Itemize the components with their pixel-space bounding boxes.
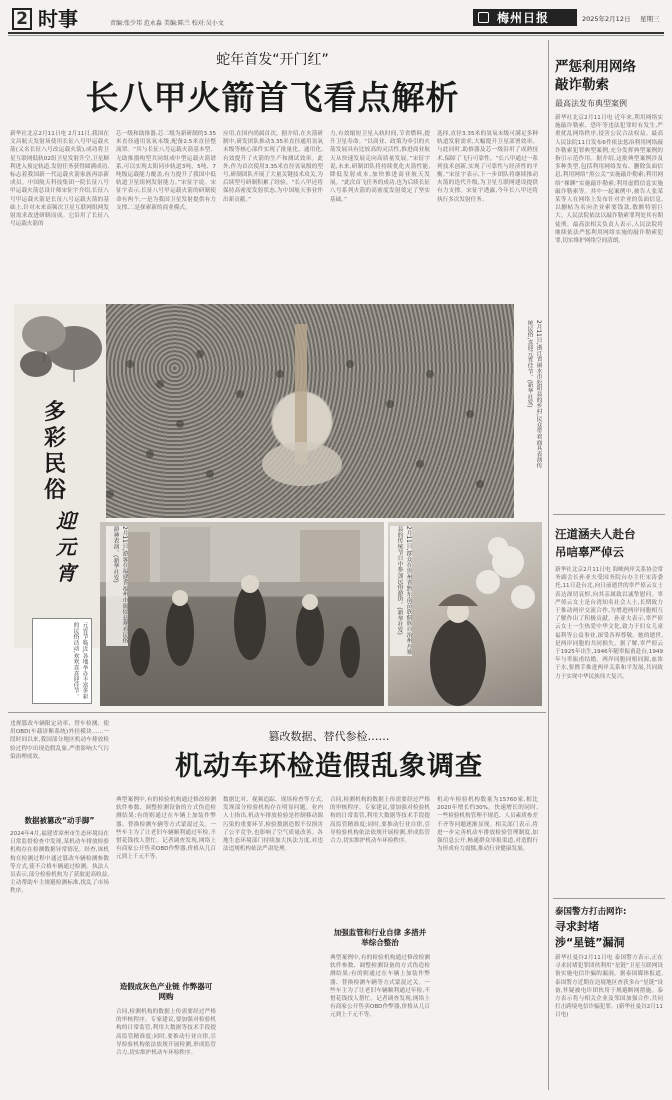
inspection-subhead-2: 造假成灰色产业链 作弊器可网购 [119,982,213,1001]
inspection-col-4: 合同,检测机构的数据上传需要经过严格的审核程序。专家建议,要加强对检验机构的日常监管,利用大数据等技术手段提高监管精准度;同时,要推动行业自律,引导检验机构依法依规开展检测,形成监管合力,切实维护机动车环检秩序。 [330,797,430,845]
parade-figures [100,522,384,706]
folk-caption-1: 2月11日,浙江省丽水市松阳县的乡村,民众带着面具表演传统民俗,喜迎元宵佳节。(新华社发) [526,320,541,469]
inspection-subhead-3: 加强监管和行业自律 多措并举综合整治 [333,928,427,947]
inspection-article [0,714,545,1098]
obituary-headline-line2: 吊唁辜严倬云 [555,545,624,559]
obituary-article [553,516,665,896]
fraud-kicker: 泰国警方打击网诈: [555,907,627,917]
folk-title-char-3: 民 [44,452,67,477]
inspection-col-3: 数据比对、视频追踪、现场检查等方式,发现部分检验机构存在明显问题。业内人士指出,机动车排放检验是控制移动源污染的重要环节,检验数据造假不仅损害了公平竞争,也影响了空气质量改善。各地生态环境部门持续加大执法力度,对违法违规机构依法严肃处理。 [223,797,323,853]
paper-logo-mark [478,12,489,23]
rocket-col-2: 芯一级和助推器,芯二级为新研制的3.35米直径通用氢氧末级,配备2.5米直径整流罩。“其与长征八号运载火箭基本型、无助推器构型共同组成中型运载火箭谱系,可以实现太阳同步轨道3吨、5吨、7吨级运载能力覆盖,有力提升了我国中低轨道卫星组网发射能力。”宋征宇说。宋征宇表示,长征八号甲运载火箭的研制使命有两个,一是为我国卫星发射提供有力支撑,二是探索新的商业模式。 [116,131,216,211]
section-name: 时事 [38,7,78,31]
obituary-headline-line1: 汪道涵夫人赴台 [555,527,636,541]
crime-body: 新华社北京2月11日电 近年来,利用网络实施敲诈勒索、恐吓等违法犯罪时有发生,严重扰乱网络秩序,侵害公民合法权益。最高人民法院11日发布6件依法惩治利用网络敲诈勒索犯罪典型案例,充分发挥典型案例的指引示范作用。据介绍,这批典型案例涉及多种类型,包括利用网络发布、删除负面信息,利用网络“黑公关”实施敲诈勒索;利用网络“裸聊”实施敲诈勒索;利用虚假信息实施敲诈勒索等。其中一起案例中,被告人张某某等人在网络上发布针对企业的负面信息,以删帖为名向企业索要钱款,数额特别巨大。人民法院依法以敲诈勒索罪判处其有期徒刑。最高法相关负责人表示,人民法院将继续依法严惩利用网络实施的敲诈勒索犯罪,切实维护网络空间清朗。 [555,115,663,245]
fraud-headline-line2: 涉“星链”漏洞 [555,936,625,949]
rocket-col-4: 力,有效缩短卫星入轨时间,节省燃料,提升卫星寿命。“以商业、政策为牵引的火箭发展具有比较高的灵活性,推进商业航天从快速发展走向高质量发展。”宋征宇说,未来,研制团队将持续优化火箭性能,降低发射成本,加快推进商业航天发展。“此次首飞任务的成功,也为后续长征八号系列火箭的高密度发射奠定了坚实基础。” [330,131,430,203]
inspection-col-1: 2024年4月,福建省漳州市生态环境局在日常监督检查中发现,某机动车排放检验机构存在检测数据异常情况。经查,该机构在检测过程中通过篡改车辆检测参数等方式,使不合格车辆通过检测。执法人员表示,部分检验机构为了获取更高收益,主动帮助车主规避检测标准,扰乱了市场秩序。 [10,831,109,895]
fraud-headline-line1: 寻求封堵 [555,920,599,933]
fraud-body: 新华社曼谷2月11日电 泰国警方表示,正在寻求封堵犯罪团伙利用“星链”卫星互联网设备实施电信诈骗的漏洞。据泰国媒体报道,泰国警方近期在边境地区查获多台“星链”设备,怀疑被电诈团伙用于规避断网措施。泰方表示将与相关企业及邻国加强合作,共同打击跨境电信诈骗犯罪。(新华社曼谷2月11日电) [555,955,663,1019]
fraud-article [553,900,665,1096]
rocket-col-3: 应用,在国内尚属首次。据介绍,在火箭研制中,研发团队推动3.35米直径通用氢氧末级等核心部件实现了批量化、通用化,有效提升了火箭的生产和测试效率。此外,作为首次使用3.35米直径氢氧级的型号,研制团队开展了大量关键技术攻关,为后续型号研制积累了经验。“长八甲还将保持高密度发射状态,为中国航天事业作出新贡献。” [223,131,323,203]
crime-subheadline: 最高法发布典型案例 [555,99,627,108]
obituary-body: 新华社北京2月11日电 海峡两岸关系协会常务副会长孙亚夫受国务院台办主任宋涛委托,11日赴台北,向日前逝世的辜严倬云女士表达深切哀悼,向其亲属致以诚挚慰问。辜严倬云女士是台湾知名社会人士,长期致力于推动两岸交流合作,为增进两岸同胞相互了解作出了积极贡献。孙亚夫表示,辜严倬云女士一生热爱中华文化,致力于妇女儿童福利等公益事业,深受各界尊敬。她的逝世,是两岸同胞的共同损失。据了解,辜严倬云于1925年出生,1946年随辜振甫赴台,1949年与辜振甫结婚。两岸同胞同根同源,血浓于水,要携手推进两岸关系和平发展,共同致力于实现中华民族伟大复兴。 [555,567,663,680]
inspection-col-5: 机动车检验机构数量为15760家,相比2020年增长约30%。快速增长的同时,一些检验机构管理不规范、人员素质参差不齐等问题逐渐显现。相关部门表示,将进一步完善机动车排放检验管理制度,加强信息公开,畅通群众举报渠道,对造假行为形成有力震慑,推动行业健康发展。 [437,797,538,853]
rocket-col-1: 新华社北京2月11日电 2月11日,我国在文昌航天发射场使用长征八号甲运载火箭(又名长征八号改运载火箭),成功将卫星互联网低轨02组卫星发射升空,卫星顺利进入预定轨道,发射任务获得圆满成功,标志着我国新一代运载火箭家族再添新成员。中国航天科技集团一院长征八号甲运载火箭总设计师宋征宇介绍,长征八号甲运载火箭是长征八号运载火箭的基础上,针对未来高频次卫星互联网组网发射需求改进研制而成。它沿用了长征八号运载火箭的 [10,131,109,228]
page-number-box [12,8,32,30]
staff-credits: 责编:张少邦 范永淼 美编:陈兰 校对:吴小文 [110,20,224,27]
lantern-icon [14,304,106,384]
folk-title-char-4: 俗 [44,478,67,503]
crime-article [553,40,665,510]
column-divider-right [548,40,549,1090]
folk-photo-parade [100,522,384,706]
crime-headline-line1: 严惩利用网络 [555,59,636,75]
rocket-kicker: 蛇年首发“开门红” [216,52,329,68]
rocket-headline: 长八甲火箭首飞看点解析 [85,78,460,117]
inspection-col-4b: 典型案例中,有的检验机构通过修改检测软件参数、调整检测设备的方式伪造检测结果;有的则通过在车辆上加装作弊器、替换检测车辆等方式蒙混过关。一些车主为了让老旧车辆顺利通过年检,不惜花钱找人帮忙。记者调查发现,网络上有商家公开售卖OBD作弊器,价格从几百元到上千元不等。 [330,955,430,1019]
page-number: 2 [16,8,28,29]
folk-title-panel [14,304,106,648]
masthead-rule [8,32,664,34]
rocket-article [0,40,545,298]
paper-logo [473,9,577,26]
folk-caption-3: 2月11日,群众在贵州省黔东南苗族侗族自治州丹寨县的传统节日中参加民俗游街。(新华社发) [390,526,412,656]
inspection-subhead-1: 数据被篡改“动手脚” [24,816,95,825]
crowd-figures [90,304,514,518]
folk-title-char-2: 彩 [44,426,67,451]
folk-title-char-1: 多 [44,400,67,425]
folk-photo-crowd [90,304,514,518]
inspection-kicker: 篡改数据、替代参检…… [268,730,390,743]
folk-photo-section [10,300,545,710]
inspection-intro: 违规篡改车辆限定功率、替车检测、使用OBD(车载诊断系统)外挂模块……一段时间以来,我国部分地区机动车排放检验过程中出现造假乱象,严重影响大气污染治理成效。 [10,721,109,760]
issue-weekday: 星期三 [640,15,660,23]
section-divider [8,712,546,713]
inspection-col-2: 典型案例中,有的检验机构通过修改检测软件参数、调整检测设备的方式伪造检测结果;有的则通过在车辆上加装作弊器、替换检测车辆等方式蒙混过关。一些车主为了让老旧车辆顺利通过年检,不惜花钱找人帮忙。记者调查发现,网络上有商家公开售卖OBD作弊器,价格从几百元到上千元不等。 [116,797,216,861]
paper-name: 梅州日报 [497,11,550,25]
inspection-col-2b: 合同,检测机构的数据上传需要经过严格的审核程序。专家建议,要加强对检验机构的日常监管,利用大数据等技术手段提高监管精准度;同时,要推动行业自律,引导检验机构依法依规开展检测,形成监管合力,切实维护机动车环检秩序。 [116,1009,216,1057]
rocket-col-5: 选择,直径3.35米的氢氧末级可满足多种轨道发射需求,大幅提升卫星部署效率。与此同时,助推器及芯一级沿用了成熟技术,保障了飞行可靠性。“长八甲通过一系列技术创新,实现了可靠性与经济性的平衡。”宋征宇表示,下一步团队将继续推动火箭的迭代升级,为卫星互联网建设提供有力支撑。宋征宇透露,今年长八甲还将执行多次发射任务。 [437,131,538,203]
masthead [0,0,672,34]
folk-caption-4: 元宵节临近,各地举办丰富多彩的民俗活动,欢欢喜喜迎佳节。 [32,618,92,704]
inspection-headline: 机动车环检造假乱象调查 [175,751,483,782]
issue-date: 2025年2月12日 [582,15,631,23]
folk-title-accent: 迎元宵 [56,509,76,585]
crime-headline-line2: 敲诈勒索 [555,77,609,93]
folk-caption-2: 2月11日,游客在福建省福州市闽侯县观看民俗游神表演。(新华社发) [106,526,128,646]
